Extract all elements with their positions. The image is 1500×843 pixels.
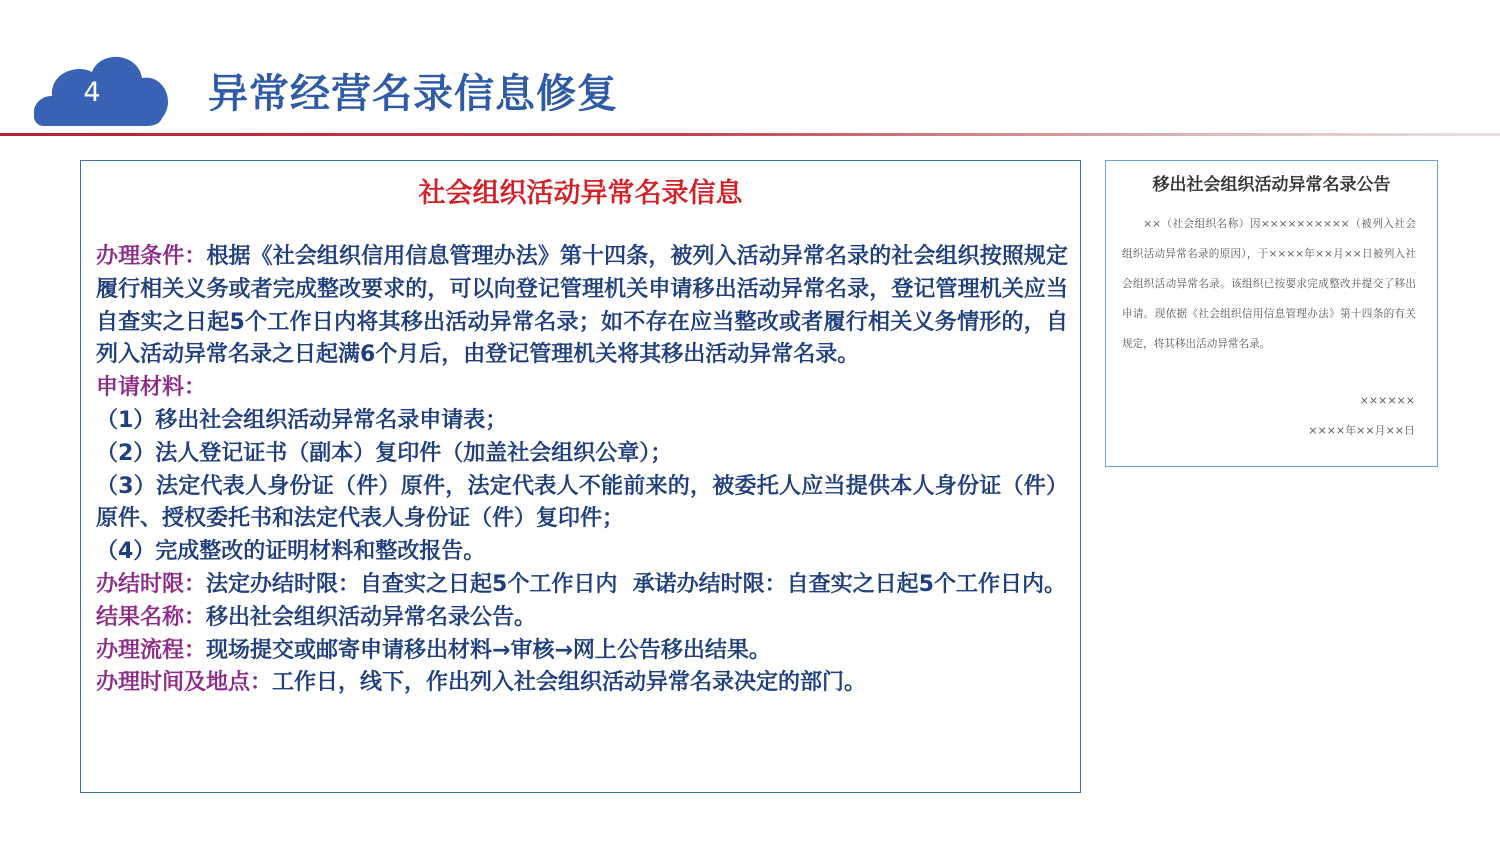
conditions-text: 根据《社会组织信用信息管理办法》第十四条，被列入活动异常名录的社会组织按照规定履行相关义务或者完成整改要求的，可以向登记管理机关申请移出活动异常名录，登记管理机关应当自查实之日起5个工作日内将其移出活动异常名录；如不存在应当整改或者履行相关义务情形的，自列入活动异常名录之日起满6个月后，由登记管理机关将其移出活动异常名录。 [96, 244, 1068, 368]
page-title: 异常经营名录信息修复 [208, 71, 618, 117]
time-limit-text: 法定办结时限：自查实之日起5个工作日内 承诺办结时限：自查实之日起5个工作日内。 [206, 571, 1066, 597]
panel-heading: 社会组织活动异常名录信息 [418, 178, 743, 209]
conditions-paragraph [96, 241, 1068, 372]
location-label: 办理时间及地点： [96, 670, 273, 696]
title-divider [0, 133, 1500, 136]
notice-body: ××（社会组织名称）因××××××××××（被列入社会组织活动异常名录的原因），于××××年××月××日被列入社会组织活动异常名录。该组织已按要求完成整改并提交了移出申请。现依据《社会组织信用信息管理办法》第十四条的有关规定，将其移出活动异常名录。 [1122, 218, 1416, 350]
conditions-label: 办理条件： [96, 244, 207, 269]
materials-item: （4）完成整改的证明材料和整改报告。 [96, 539, 486, 565]
location-paragraph [96, 667, 1068, 700]
process-paragraph [96, 635, 1068, 668]
materials-label: 申请材料： [96, 375, 207, 401]
location-text: 工作日，线下，作出列入社会组织活动异常名录决定的部门。 [272, 670, 867, 696]
notice-title: 移出社会组织活动异常名录公告 [1152, 175, 1391, 195]
notice-signature: ×××××× [1359, 394, 1415, 407]
notice-date: ××××年××月××日 [1308, 424, 1415, 437]
result-label: 结果名称： [96, 604, 207, 630]
section-number: 4 [83, 77, 101, 108]
time-limit-label: 办结时限： [96, 571, 207, 597]
notice-sample-image [1105, 160, 1438, 467]
result-paragraph [96, 602, 1068, 635]
result-text: 移出社会组织活动异常名录公告。 [206, 604, 537, 630]
time-limit-paragraph [96, 569, 1068, 602]
materials-heading [96, 372, 1068, 405]
materials-item: （3）法定代表人身份证（件）原件，法定代表人不能前来的，被委托人应当提供本人身份证（件）原件、授权委托书和法定代表人身份证（件）复印件； [96, 473, 1068, 532]
panel-body [96, 241, 1068, 700]
info-panel [80, 160, 1081, 793]
materials-item: （2）法人登记证书（副本）复印件（加盖社会组织公章）； [96, 440, 673, 466]
process-label: 办理流程： [96, 637, 207, 663]
process-text: 现场提交或邮寄申请移出材料→审核→网上公告移出结果。 [206, 637, 771, 663]
materials-item: （1）移出社会组织活动异常名录申请表； [96, 407, 508, 433]
